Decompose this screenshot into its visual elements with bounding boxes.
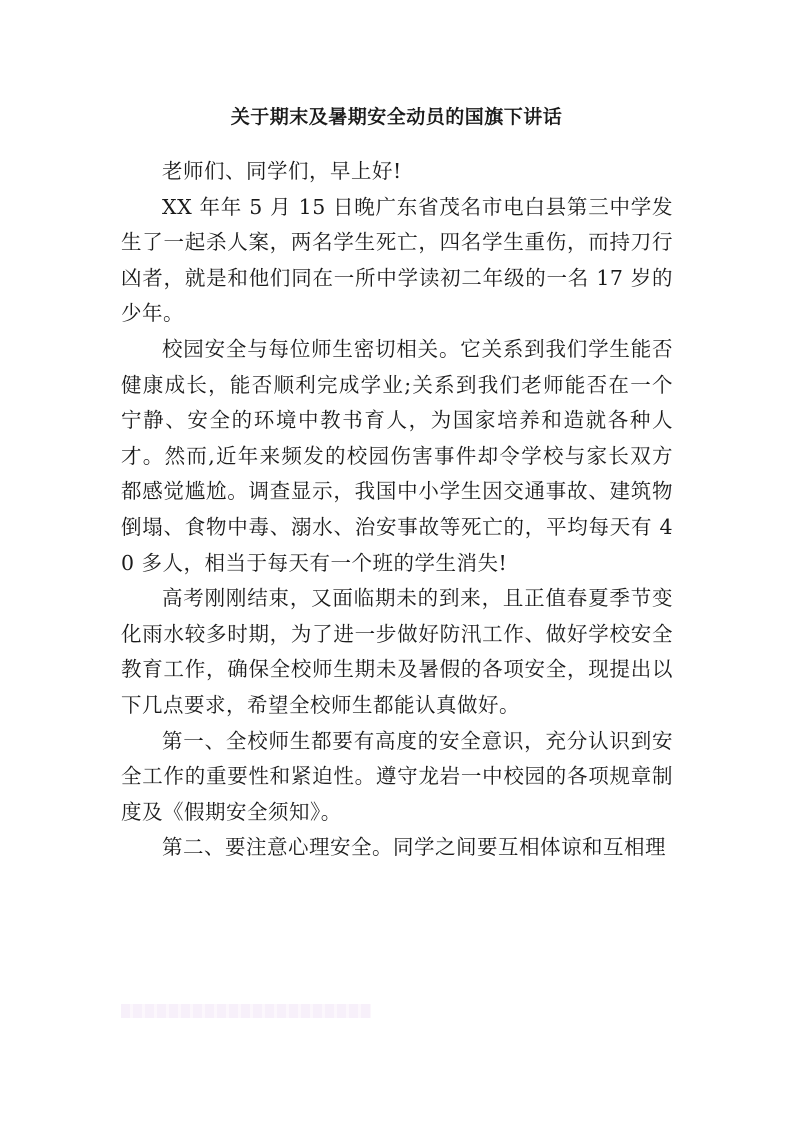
faint-watermark-strip <box>121 1004 371 1018</box>
paragraph-point-two: 第二、要注意心理安全。同学之间要互相体谅和互相理 <box>162 835 666 860</box>
document-body <box>121 154 673 866</box>
paragraph-point-one: 第一、全校师生都要有高度的安全意识，充分认识到安全工作的重要性和紧迫性。遵守龙岩一中校园的各项规章制度及《假期安全须知》。 <box>121 728 673 824</box>
paragraph-campus-safety: 校园安全与每位师生密切相关。它关系到我们学生能否健康成长，能否顺利完成学业;关系到我们老师能否在一个宁静、安全的环境中教书育人，为国家培养和造就各种人才。然而,近年来频发的校园伤害事件却令学校与家长双方都感觉尴尬。调查显示，我国中小学生因交通事故、建筑物倒塌、食物中毒、溺水、治安事故等死亡的，平均每天有 40 多人，相当于每天有一个班的学生消失! <box>121 336 673 575</box>
paragraph-greeting: 老师们、同学们，早上好! <box>162 159 402 183</box>
paragraph-requirements-intro: 高考刚刚结束，又面临期未的到来，且正值春夏季节变化雨水较多时期，为了进一步做好防汛工作、做好学校安全教育工作，确保全校师生期未及暑假的各项安全，现提出以下几点要求，希望全校师生都能认真做好。 <box>121 586 673 717</box>
document-title: 关于期末及暑期安全动员的国旗下讲话 <box>230 106 563 128</box>
paragraph-incident: XX 年年 5 月 15 日晚广东省茂名市电白县第三中学发生了一起杀人案，两名学生死亡，四名学生重伤，而持刀行凶者，就是和他们同在一所中学读初二年级的一名 17 岁的少年。 <box>121 194 673 326</box>
